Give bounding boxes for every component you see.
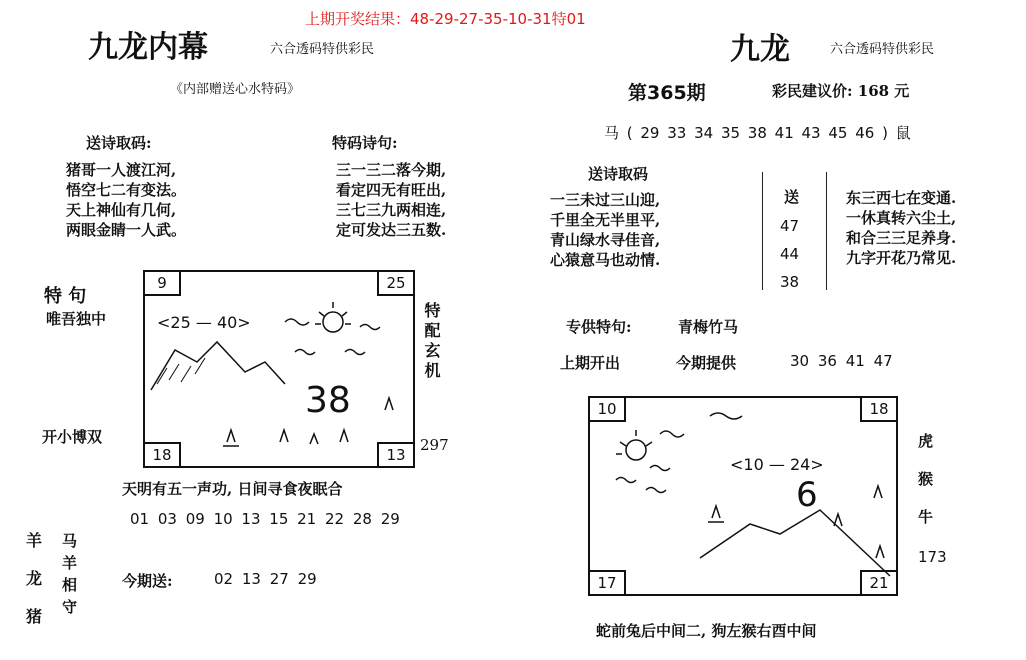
left-picture-box <box>143 270 415 468</box>
poem-line: 悟空七二有变法。 <box>66 181 187 199</box>
sun-icon <box>616 430 652 460</box>
animal-item: 虎 <box>918 432 934 450</box>
animal-item: 牛 <box>918 508 934 526</box>
left-special-poem <box>336 160 446 240</box>
animal-item: 猴 <box>918 470 934 488</box>
corner-number-bl: 17 <box>588 570 626 596</box>
poem-line: 看定四无有旺出, <box>336 181 447 199</box>
sun-icon <box>315 302 351 332</box>
left-sketch <box>145 272 413 466</box>
special-label: 专供特句: <box>566 318 632 336</box>
right-picture-box <box>588 396 898 596</box>
special-phrase-label: 特 句 <box>44 286 87 307</box>
poem-line: 东三西七在变通. <box>846 189 957 207</box>
poem-line: 千里全无半里平, <box>550 211 661 229</box>
wave-strokes-icon <box>285 319 380 355</box>
side-animals <box>918 422 933 536</box>
range-text: <25 — 40> <box>157 313 251 332</box>
poem-line: 定可发达三五数. <box>336 221 447 239</box>
send-number: 47 <box>780 217 800 235</box>
mountain-icon <box>700 510 890 576</box>
poem-line: 九字开花乃常见. <box>846 249 957 267</box>
side-vertical-text: 特配玄机 <box>422 302 441 382</box>
zodiac-note <box>62 530 77 618</box>
corner-number-tr: 18 <box>860 396 898 422</box>
right-send-poem <box>550 190 660 270</box>
provide-label: 今期提供 <box>676 354 737 372</box>
right-title: 九龙 <box>730 32 790 67</box>
divider-line <box>826 172 827 290</box>
poem-line: 三一三二落今期, <box>336 161 447 179</box>
big-number: 6 <box>796 475 818 515</box>
zodiac-note-char: 羊 <box>62 554 78 572</box>
send-number: 44 <box>780 245 800 263</box>
send-label: 送 <box>784 188 800 206</box>
poem-line: 三七三九两相连, <box>336 201 447 219</box>
zodiac-note-char: 马 <box>62 532 78 550</box>
today-label: 今期送: <box>122 572 173 590</box>
provide-numbers: 30 36 41 47 <box>790 352 893 370</box>
send-numbers <box>780 212 799 296</box>
poem-line: 青山绿水寻佳音, <box>550 231 661 249</box>
right-side-number: 173 <box>918 548 947 566</box>
poem-line: 心猿意马也动情. <box>550 251 661 269</box>
corner-number-tr: 25 <box>377 270 415 296</box>
latest-draw-result: 上期开奖结果：48-29-27-35-10-31特01 <box>305 10 586 28</box>
poem-line: 猪哥一人渡江河, <box>66 161 177 179</box>
issue-number: 第365期 <box>628 82 706 104</box>
today-numbers: 02 13 27 29 <box>214 570 317 588</box>
horse-rat-numbers: 马 ( 29 33 34 35 38 41 43 45 46 ) 鼠 <box>604 124 911 142</box>
odd-even-hint: 开小博双 <box>42 428 103 446</box>
range-text: <10 — 24> <box>730 455 824 474</box>
poem-line: 和合三三足养身. <box>846 229 957 247</box>
corner-number-tl: 9 <box>143 270 181 296</box>
left-title: 九龙内幕 <box>88 30 208 65</box>
zodiac-note-char: 守 <box>62 598 78 616</box>
divider-line <box>762 172 763 290</box>
special-phrase: 唯吾独中 <box>46 310 107 328</box>
zodiac-note-char: 相 <box>62 576 78 594</box>
corner-number-br: 13 <box>377 442 415 468</box>
right-subtitle: 六合透码特供彩民 <box>830 42 935 57</box>
zodiac-item: 猪 <box>26 607 43 626</box>
corner-number-tl: 10 <box>588 396 626 422</box>
big-number: 38 <box>305 380 351 421</box>
last-issue-label: 上期开出 <box>560 354 621 372</box>
suggested-price: 彩民建议价: 168 元 <box>772 82 910 100</box>
mountain-icon <box>151 342 285 390</box>
wave-strokes-icon <box>616 413 742 493</box>
left-send-poem <box>66 160 186 240</box>
corner-number-bl: 18 <box>143 442 181 468</box>
left-numbers: 01 03 09 10 13 15 21 22 28 29 <box>130 510 400 528</box>
send-number: 38 <box>780 273 800 291</box>
right-send-poem-title: 送诗取码 <box>588 165 649 183</box>
zodiac-column <box>26 522 42 636</box>
bottom-riddle: 蛇前兔后中间二, 狗左猴右酉中间 <box>596 622 817 640</box>
poem-line: 两眼金睛一人武。 <box>66 221 187 239</box>
zodiac-item: 龙 <box>26 569 43 588</box>
corner-number-br: 21 <box>860 570 898 596</box>
zodiac-item: 羊 <box>26 531 43 550</box>
left-riddle: 天明有五一声功, 日间寻食夜眠合 <box>122 480 343 498</box>
poem-line: 一三未过三山迎, <box>550 191 661 209</box>
poem-line: 天上神仙有几何, <box>66 201 177 219</box>
right-poem <box>846 188 956 268</box>
left-special-poem-title: 特码诗句: <box>332 134 398 152</box>
right-sketch <box>590 398 896 594</box>
left-send-poem-title: 送诗取码: <box>86 134 152 152</box>
right-special-phrase: 青梅竹马 <box>678 318 739 336</box>
poem-line: 一休真转六尘土, <box>846 209 957 227</box>
left-tagline: 《内部赠送心水特码》 <box>170 82 301 97</box>
left-side-number: 297 <box>420 436 449 454</box>
left-subtitle: 六合透码特供彩民 <box>270 42 375 57</box>
